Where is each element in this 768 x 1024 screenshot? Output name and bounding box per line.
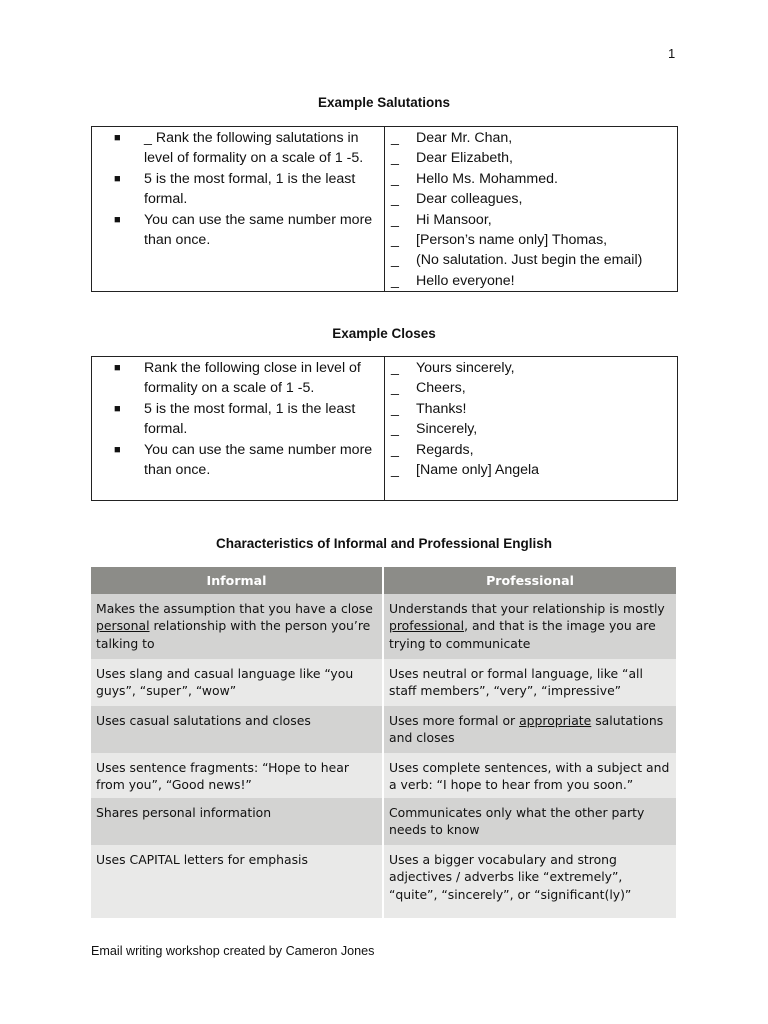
informal-cell: Uses CAPITAL letters for emphasis (91, 845, 383, 918)
rank-blank: _ (391, 380, 399, 397)
square-bullet-icon: ■ (114, 443, 121, 456)
salutation-text: Hello Ms. Mohammed. (416, 170, 558, 187)
table-header-row (91, 567, 676, 594)
rank-blank: _ (391, 211, 399, 228)
closes-box (91, 356, 678, 501)
professional-cell: Understands that your relationship is mostly professional, and that is the image you are trying to communicate (383, 594, 676, 659)
square-bullet-icon: ■ (114, 132, 121, 144)
informal-header: Informal (91, 567, 383, 594)
salutations-instructions (92, 127, 385, 291)
close-text: [Name only] Angela (416, 462, 540, 479)
rank-blank: _ (391, 170, 399, 187)
footer-credit: Email writing workshop created by Cameron Jones (91, 944, 375, 958)
closes-options (385, 357, 677, 500)
rank-blank: _ (391, 252, 399, 269)
salutation-text: (No salutation. Just begin the email) (416, 252, 643, 269)
close-text: Regards, (416, 441, 474, 458)
informal-cell: Uses slang and casual language like “you guys”, “super”, “wow” (91, 659, 383, 706)
rank-blank: _ (391, 400, 399, 417)
salutation-text: Hello everyone! (416, 272, 515, 289)
salutation-text: Hi Mansoor, (416, 211, 492, 228)
instruction-text: You can use the same number more than once. (144, 211, 373, 249)
table-row (91, 706, 676, 753)
instruction-item (114, 358, 380, 399)
rank-blank: _ (391, 272, 399, 289)
salutation-option (391, 148, 673, 168)
salutation-option (391, 230, 673, 250)
table-row (91, 753, 676, 798)
close-option (391, 419, 673, 439)
rank-blank: _ (391, 191, 399, 208)
professional-cell: Uses complete sentences, with a subject and a verb: “I hope to hear from you soon.” (383, 753, 676, 798)
table-row (91, 594, 676, 659)
professional-cell: Communicates only what the other party needs to know (383, 798, 676, 845)
rank-blank: _ (391, 232, 399, 249)
instruction-text: 5 is the most formal, 1 is the least formal. (144, 170, 356, 208)
close-text: Cheers, (416, 380, 466, 397)
informal-cell: Uses sentence fragments: “Hope to hear from you”, “Good news!” (91, 753, 383, 798)
salutation-option (391, 128, 673, 148)
close-option (391, 378, 673, 398)
salutation-text: Dear Elizabeth, (416, 150, 513, 167)
salutation-option (391, 189, 673, 209)
rank-blank: _ (391, 360, 399, 376)
close-option (391, 358, 673, 378)
salutations-title: Example Salutations (317, 95, 451, 110)
rank-blank: _ (391, 130, 399, 146)
instruction-text: _ Rank the following salutations in level of formality on a scale of 1 -5. (144, 130, 364, 167)
square-bullet-icon: ■ (114, 213, 121, 226)
close-option (391, 399, 673, 419)
professional-cell: Uses neutral or formal language, like “all staff members”, “very”, “impressive” (383, 659, 676, 706)
close-text: Thanks! (416, 400, 467, 417)
instruction-text: 5 is the most formal, 1 is the least formal. (144, 400, 356, 438)
close-option (391, 460, 673, 480)
rank-blank: _ (391, 441, 399, 458)
instruction-item (114, 399, 380, 440)
instruction-item (114, 128, 380, 169)
page-number: 1 (668, 46, 676, 61)
salutation-option (391, 210, 673, 230)
square-bullet-icon: ■ (114, 362, 121, 374)
close-text: Sincerely, (416, 421, 478, 438)
table-row (91, 798, 676, 845)
rank-blank: _ (391, 462, 399, 479)
salutation-text: Dear Mr. Chan, (416, 130, 513, 146)
informal-cell: Shares personal information (91, 798, 383, 845)
close-text: Yours sincerely, (416, 360, 515, 376)
instruction-item (114, 210, 380, 251)
characteristics-title: Characteristics of Informal and Professional English (215, 536, 553, 551)
close-option (391, 440, 673, 460)
table-row (91, 845, 676, 918)
rank-blank: _ (391, 150, 399, 167)
professional-header: Professional (383, 567, 676, 594)
salutation-text: [Person’s name only] Thomas, (416, 232, 608, 249)
salutations-options (385, 127, 677, 291)
salutation-text: Dear colleagues, (416, 191, 523, 208)
characteristics-table (91, 567, 676, 918)
closes-title: Example Closes (332, 326, 436, 341)
salutation-option (391, 250, 673, 270)
professional-cell: Uses a bigger vocabulary and strong adjectives / adverbs like “extremely”, “quite”, “sincerely”, or “significant(ly)” (383, 845, 676, 918)
table-row (91, 659, 676, 706)
instruction-item (114, 169, 380, 210)
salutation-option (391, 271, 673, 291)
instruction-item (114, 440, 380, 481)
informal-cell: Makes the assumption that you have a close personal relationship with the person you’re talking to (91, 594, 383, 659)
salutation-option (391, 169, 673, 189)
closes-instructions (92, 357, 385, 500)
instruction-text: Rank the following close in level of formality on a scale of 1 -5. (144, 360, 361, 397)
square-bullet-icon: ■ (114, 172, 121, 185)
professional-cell: Uses more formal or appropriate salutations and closes (383, 706, 676, 753)
square-bullet-icon: ■ (114, 402, 121, 415)
informal-cell: Uses casual salutations and closes (91, 706, 383, 753)
rank-blank: _ (391, 421, 399, 438)
salutations-box (91, 126, 678, 292)
instruction-text: You can use the same number more than once. (144, 441, 373, 479)
